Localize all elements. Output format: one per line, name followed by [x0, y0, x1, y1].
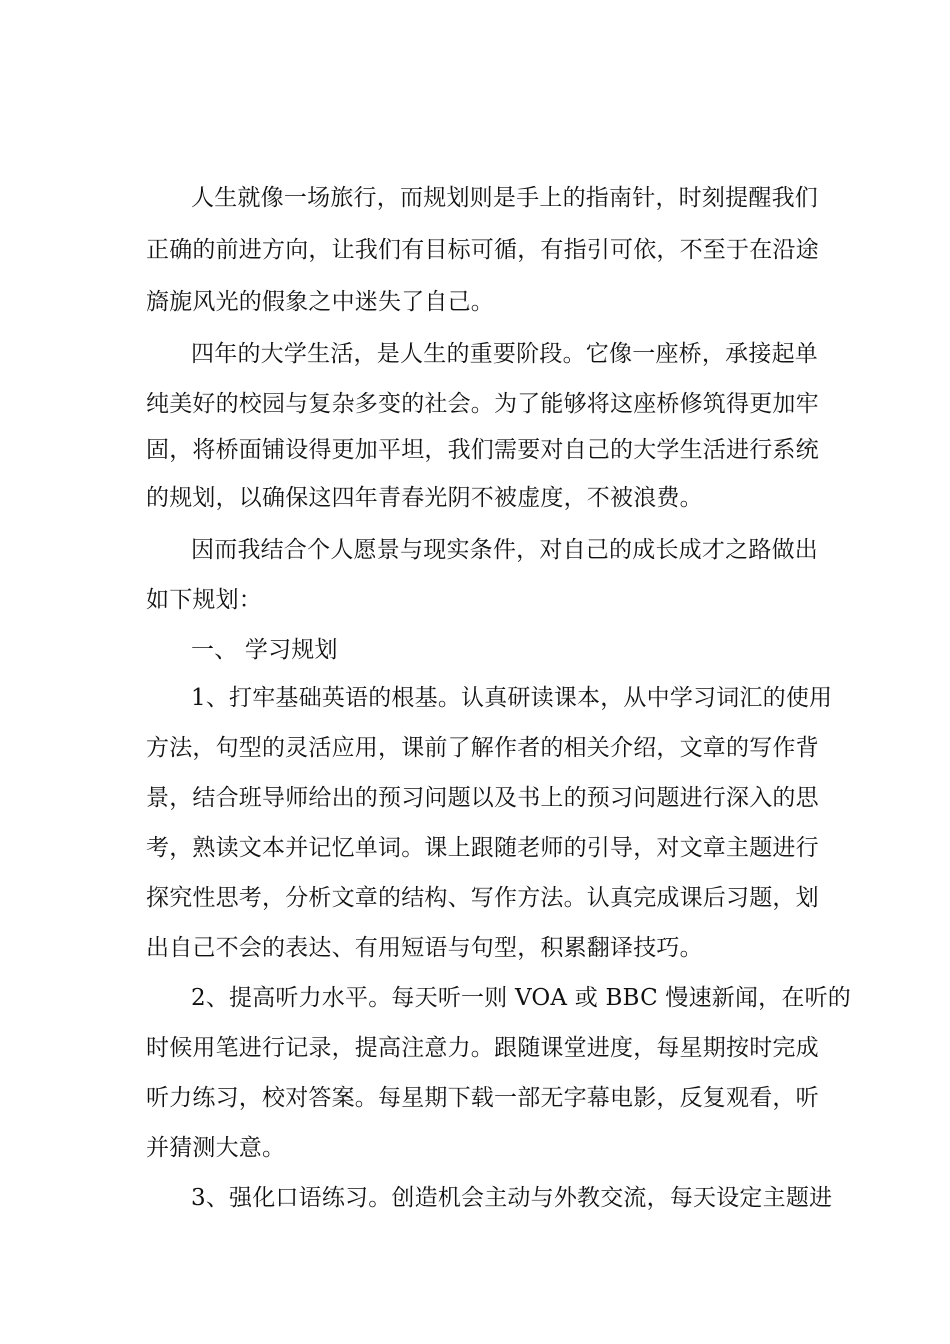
item-1-line-4: 考，熟读文本并记忆单词。课上跟随老师的引导，对文章主题进行	[146, 835, 819, 861]
item-1-line-2: 方法，句型的灵活应用，课前了解作者的相关介绍，文章的写作背	[146, 735, 819, 761]
item-1-line-5: 探究性思考，分析文章的结构、写作方法。认真完成课后习题，划	[146, 885, 819, 911]
paragraph-2-line-4: 的规划，以确保这四年青春光阴不被虚度，不被浪费。	[146, 485, 703, 511]
item-2-line-3: 听力练习，校对答案。每星期下载一部无字幕电影，反复观看，听	[146, 1085, 819, 1111]
paragraph-1-line-1: 人生就像一场旅行，而规划则是手上的指南针，时刻提醒我们	[191, 185, 818, 211]
item-2-line-1: 2、提高听力水平。每天听一则 VOA 或 BBC 慢速新闻，在听的	[191, 985, 851, 1011]
item-2-line-4: 并猜测大意。	[146, 1135, 286, 1161]
section-heading-study-plan: 一、 学习规划	[191, 637, 338, 663]
item-3-line-1: 3、强化口语练习。创造机会主动与外教交流，每天设定主题进	[191, 1185, 833, 1211]
paragraph-2-line-1: 四年的大学生活，是人生的重要阶段。它像一座桥，承接起单	[191, 341, 818, 367]
paragraph-2-line-3: 固，将桥面铺设得更加平坦，我们需要对自己的大学生活进行系统	[146, 437, 819, 463]
item-1-line-1: 1、打牢基础英语的根基。认真研读课本，从中学习词汇的使用	[191, 685, 833, 711]
item-1-line-3: 景，结合班导师给出的预习问题以及书上的预习问题进行深入的思	[146, 785, 819, 811]
paragraph-1-line-2: 正确的前进方向，让我们有目标可循，有指引可依，不至于在沿途	[146, 237, 819, 263]
item-1-line-6: 出自己不会的表达、有用短语与句型，积累翻译技巧。	[146, 935, 703, 961]
paragraph-3-line-1: 因而我结合个人愿景与现实条件，对自己的成长成才之路做出	[191, 537, 818, 563]
paragraph-3-line-2: 如下规划：	[146, 587, 262, 613]
paragraph-2-line-2: 纯美好的校园与复杂多变的社会。为了能够将这座桥修筑得更加牢	[146, 391, 819, 417]
paragraph-1-line-3: 旖旎风光的假象之中迷失了自己。	[146, 289, 494, 315]
item-2-line-2: 时候用笔进行记录，提高注意力。跟随课堂进度，每星期按时完成	[146, 1035, 819, 1061]
